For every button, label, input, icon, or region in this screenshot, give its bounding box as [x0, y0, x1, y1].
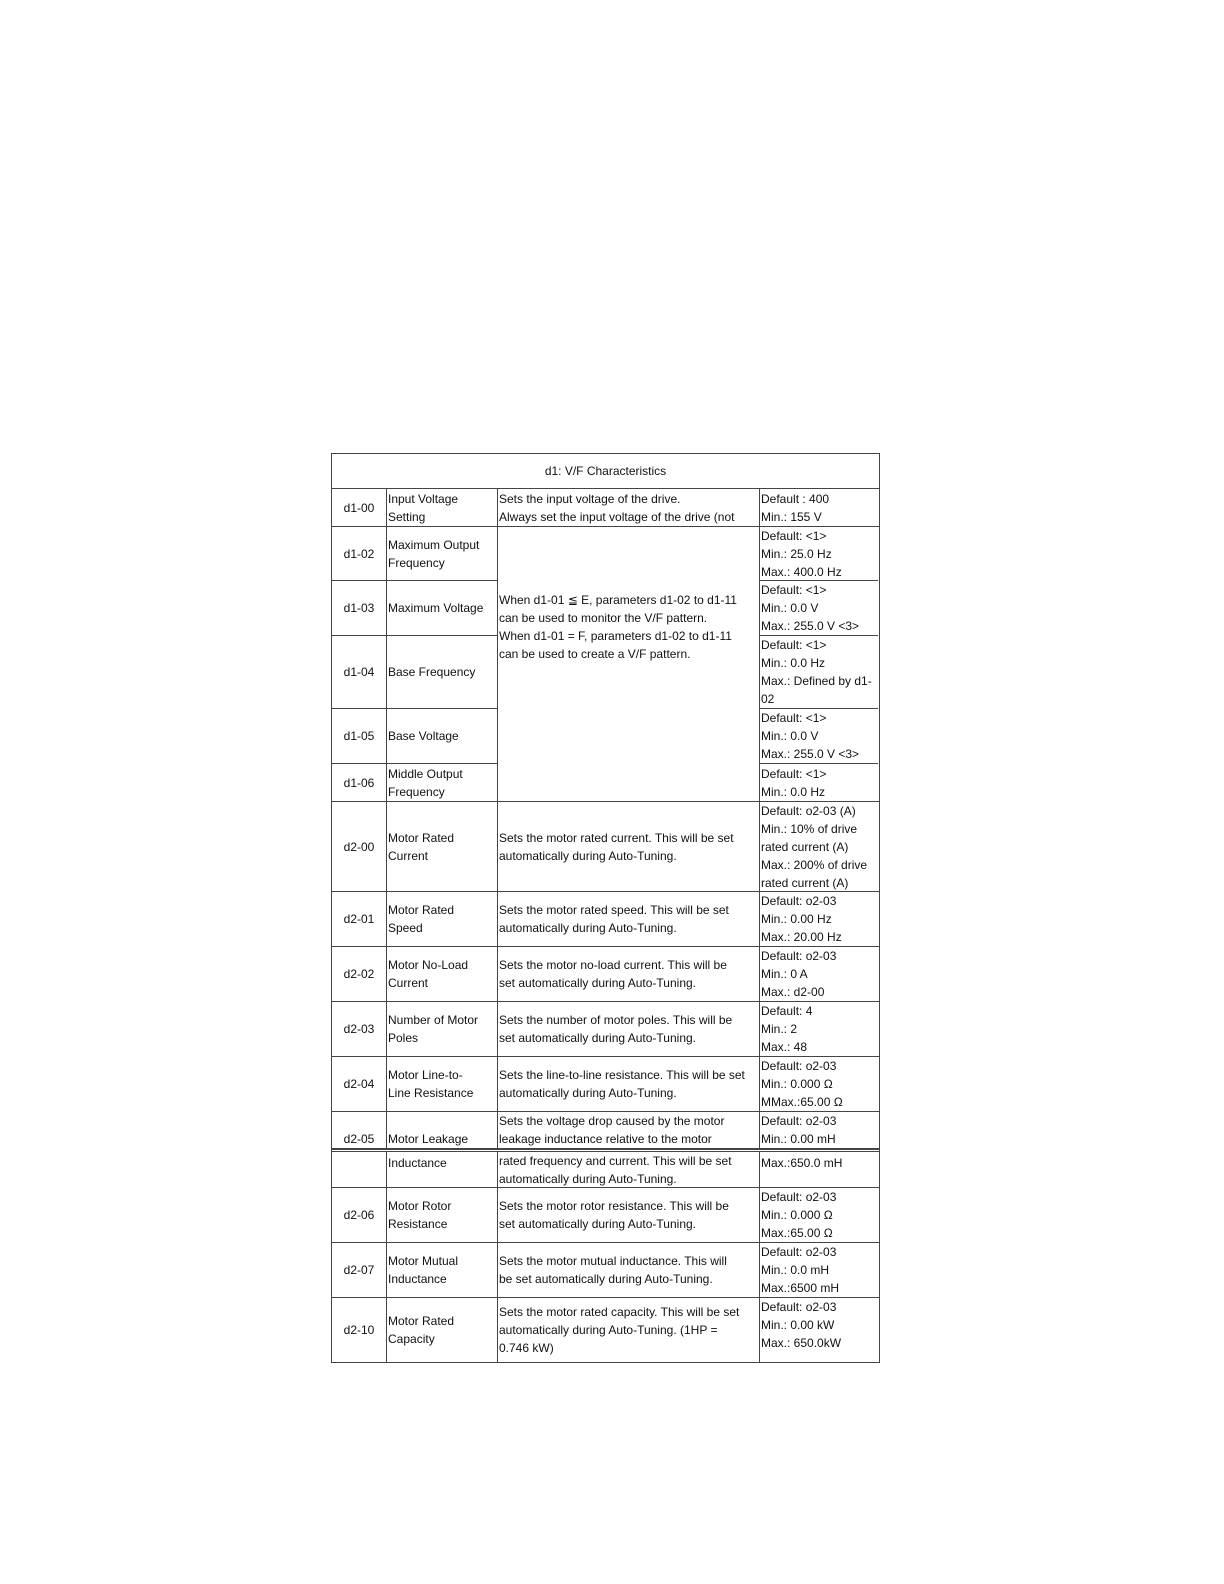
- param-code: d2-01: [332, 892, 387, 946]
- table-row: [332, 489, 879, 527]
- table-row: [332, 1188, 879, 1243]
- range-line: Max.: 400.0 Hz: [761, 564, 842, 579]
- param-name: Motor Rated Capacity: [387, 1298, 498, 1362]
- range-line: Max.: 48: [761, 1040, 808, 1054]
- param-range: [760, 764, 878, 801]
- table-row: [332, 764, 498, 801]
- param-name: Base Frequency: [387, 636, 498, 708]
- param-name: Motor Leakage: [387, 1112, 498, 1148]
- table-row: [332, 1149, 879, 1188]
- param-range: [760, 636, 878, 709]
- param-range: [760, 1298, 878, 1362]
- range-line: Min.: 0.0 mH: [761, 1263, 830, 1277]
- param-name: Maximum Voltage: [387, 581, 498, 635]
- range-line: Default: o2-03: [761, 1059, 837, 1073]
- param-name: Base Voltage: [387, 709, 498, 763]
- param-description: Sets the motor mutual inductance. This will be set automatically during Auto-Tuning.: [498, 1243, 760, 1297]
- table-row: [332, 1057, 879, 1112]
- param-range: [760, 489, 878, 526]
- table-row: [332, 709, 498, 764]
- param-range: [760, 1188, 878, 1242]
- range-line: Min.: 10% of drive: [761, 821, 858, 836]
- range-line: MMax.:65.00 Ω: [761, 1095, 843, 1109]
- param-range: [760, 1002, 878, 1056]
- range-line: Max.: 20.00 Hz: [761, 930, 842, 944]
- param-code: d1-03: [332, 581, 387, 635]
- range-line: Min.: 0.000 Ω: [761, 1077, 833, 1091]
- range-line: Min.: 0 A: [761, 967, 808, 981]
- vf-description: When d1-01 ≦ E, parameters d1-02 to d1-11 can be used to monitor the V/F pattern. When d1-01 = F, parameters d1-02 to d1-11 can be used to create a V/F pattern.: [498, 527, 760, 801]
- param-code: d2-10: [332, 1298, 387, 1362]
- range-line: Default : 400: [761, 491, 830, 506]
- parameter-table: [331, 453, 880, 1363]
- param-code-empty: [332, 1152, 387, 1187]
- param-range: [760, 1112, 878, 1148]
- range-line: Default: o2-03: [761, 1245, 837, 1259]
- param-code: d2-07: [332, 1243, 387, 1297]
- param-name: Motor Rated Current: [387, 802, 498, 891]
- range-line: Min.: 0.0 Hz: [761, 784, 826, 799]
- table-row: [332, 1298, 879, 1362]
- range-line: Max.:650.0 mH: [761, 1156, 843, 1170]
- table-row: [332, 947, 879, 1002]
- range-line: Default: <1>: [761, 711, 827, 725]
- param-code: d1-05: [332, 709, 387, 763]
- range-line: Min.: 0.0 V: [761, 601, 819, 615]
- param-range: [760, 709, 878, 764]
- table-row: [332, 636, 498, 709]
- table-row: [332, 892, 879, 947]
- param-description: rated frequency and current. This will be set automatically during Auto-Tuning.: [498, 1152, 760, 1187]
- param-name: Motor No-Load Current: [387, 947, 498, 1001]
- range-line: 02: [761, 692, 775, 706]
- range-line: Min.: 0.00 mH: [761, 1132, 836, 1146]
- range-line: Max.: Defined by d1-: [761, 674, 872, 688]
- range-line: Max.: d2-00: [761, 985, 825, 999]
- param-description: Sets the motor rated current. This will be set automatically during Auto-Tuning.: [498, 802, 760, 891]
- table-row: [332, 1112, 879, 1149]
- param-range: [760, 1243, 878, 1297]
- range-line: Default: <1>: [761, 766, 827, 781]
- param-code: d2-00: [332, 802, 387, 891]
- param-range: [760, 581, 878, 636]
- param-name: Motor Mutual Inductance: [387, 1243, 498, 1297]
- param-code: d1-06: [332, 764, 387, 801]
- range-line: Min.: 155 V: [761, 509, 822, 524]
- range-line: Min.: 0.00 Hz: [761, 912, 832, 926]
- param-description: Sets the voltage drop caused by the motor leakage inductance relative to the motor: [498, 1112, 760, 1148]
- param-range: [760, 892, 878, 946]
- param-name: Motor Rated Speed: [387, 892, 498, 946]
- range-line: rated current (A): [761, 875, 849, 890]
- range-line: Max.: 200% of drive: [761, 857, 868, 872]
- param-description: Sets the motor rated capacity. This will be set automatically during Auto-Tuning. (1HP = 0.746 kW): [498, 1298, 760, 1362]
- param-code: d1-04: [332, 636, 387, 708]
- range-line: Min.: 2: [761, 1022, 798, 1036]
- range-line: Max.: 650.0kW: [761, 1336, 842, 1350]
- range-line: Min.: 0.0 V: [761, 729, 819, 743]
- param-description: Sets the line-to-line resistance. This will be set automatically during Auto-Tuning.: [498, 1057, 760, 1111]
- param-name: Number of Motor Poles: [387, 1002, 498, 1056]
- param-name: Motor Rotor Resistance: [387, 1188, 498, 1242]
- range-line: Default: o2-03 (A): [761, 803, 856, 818]
- range-line: rated current (A): [761, 839, 849, 854]
- table-title: d1: V/F Characteristics: [332, 454, 879, 489]
- param-code: d2-05: [332, 1112, 387, 1148]
- param-code: d1-02: [332, 527, 387, 580]
- range-line: Max.:6500 mH: [761, 1281, 840, 1295]
- param-range: [760, 947, 878, 1001]
- range-line: Default: o2-03: [761, 949, 837, 963]
- range-line: Default: o2-03: [761, 1300, 837, 1314]
- param-description: Sets the motor rotor resistance. This will be set automatically during Auto-Tuning.: [498, 1188, 760, 1242]
- param-code: d2-02: [332, 947, 387, 1001]
- param-range: [760, 527, 878, 581]
- range-line: Max.: 255.0 V <3>: [761, 619, 860, 633]
- table-row: [332, 1243, 879, 1298]
- range-line: Default: <1>: [761, 583, 827, 597]
- range-line: Min.: 25.0 Hz: [761, 546, 832, 561]
- range-line: Default: o2-03: [761, 1190, 837, 1204]
- range-line: Min.: 0.000 Ω: [761, 1208, 833, 1222]
- param-description: Sets the number of motor poles. This will be set automatically during Auto-Tuning.: [498, 1002, 760, 1056]
- param-code: d2-06: [332, 1188, 387, 1242]
- param-name: Inductance: [387, 1152, 498, 1187]
- param-range: [760, 1057, 878, 1111]
- range-line: Default: <1>: [761, 528, 827, 543]
- param-description: Sets the motor rated speed. This will be set automatically during Auto-Tuning.: [498, 892, 760, 946]
- range-line: Default: o2-03: [761, 894, 837, 908]
- param-code: d2-04: [332, 1057, 387, 1111]
- range-line: Max.: 255.0 V <3>: [761, 747, 860, 761]
- vf-group: [332, 527, 879, 802]
- param-range: [760, 1152, 878, 1187]
- param-description: Sets the input voltage of the drive. Always set the input voltage of the drive (not: [498, 489, 760, 526]
- range-line: Max.:65.00 Ω: [761, 1226, 833, 1240]
- table-row: [332, 527, 498, 581]
- table-row: [332, 581, 498, 636]
- param-name: Motor Line-to- Line Resistance: [387, 1057, 498, 1111]
- param-name: Maximum Output Frequency: [387, 527, 498, 580]
- param-code: d2-03: [332, 1002, 387, 1056]
- range-line: Default: <1>: [761, 638, 827, 652]
- range-line: Default: o2-03: [761, 1114, 837, 1128]
- range-line: Min.: 0.0 Hz: [761, 656, 826, 670]
- param-description: Sets the motor no-load current. This will be set automatically during Auto-Tuning.: [498, 947, 760, 1001]
- range-line: Default: 4: [761, 1004, 813, 1018]
- param-range: [760, 802, 878, 891]
- param-name: Input Voltage Setting: [387, 489, 498, 526]
- param-code: d1-00: [332, 489, 387, 526]
- param-name: Middle Output Frequency: [387, 764, 498, 801]
- range-line: Min.: 0.00 kW: [761, 1318, 835, 1332]
- table-row: [332, 802, 879, 892]
- table-row: [332, 1002, 879, 1057]
